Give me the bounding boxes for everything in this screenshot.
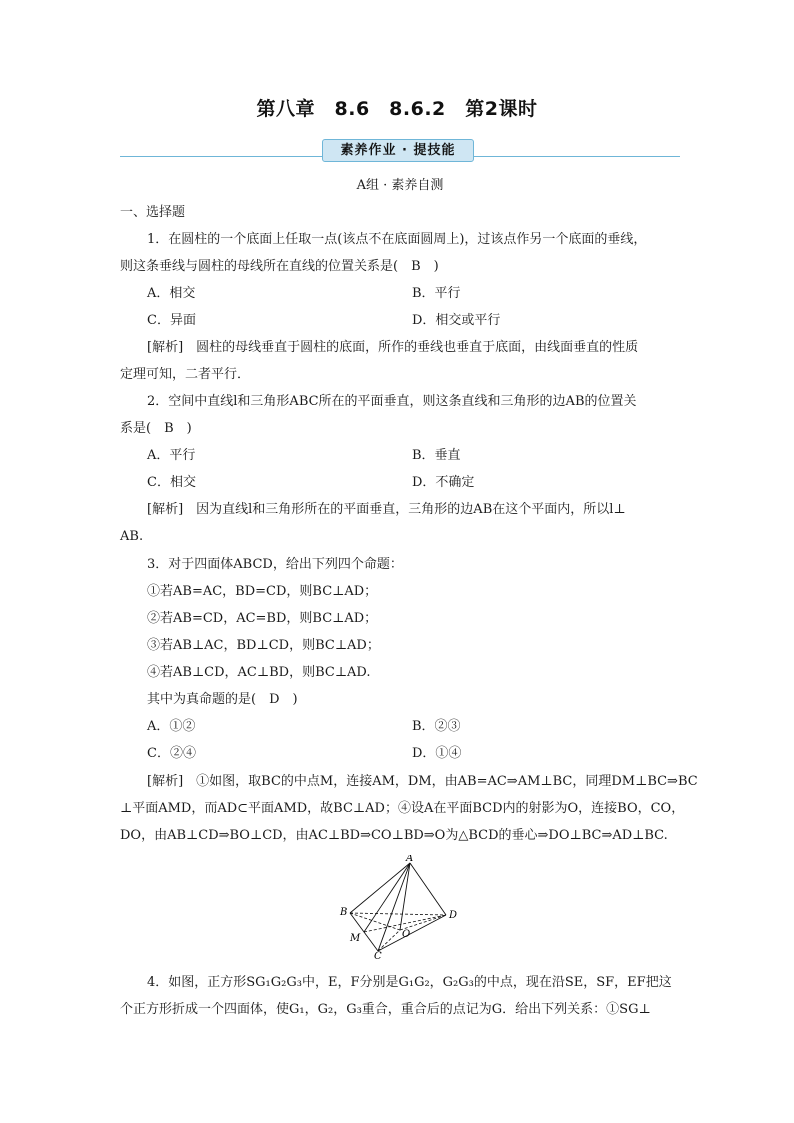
- point-label-m: M: [350, 933, 361, 944]
- tetrahedron-figure: [332, 855, 462, 960]
- point-label-o: O: [402, 929, 411, 940]
- part-heading: 一、选择题: [120, 205, 186, 220]
- q1-stem-line1: 1．在圆柱的一个底面上任取一点(该点不在底面圆周上)，过该点作另一个底面的垂线，: [147, 232, 647, 247]
- q2-option-d: D．不确定: [412, 475, 475, 490]
- q2-option-b: B．垂直: [412, 448, 461, 463]
- q3-question: 其中为真命题的是( D ): [147, 692, 298, 707]
- q4-stem-line2: 个正方形折成一个四面体，使G₁，G₂，G₃重合，重合后的点记为G．给出下列关系：①SG⊥: [120, 1002, 651, 1017]
- q1-solution-line2: 定理可知，二者平行．: [120, 367, 251, 382]
- q3-proposition-3: ③若AB⊥AC，BD⊥CD，则BC⊥AD；: [147, 638, 380, 653]
- q3-solution-line3: DO，由AB⊥CD⇒BO⊥CD，由AC⊥BD⇒CO⊥BD⇒O为△BCD的垂心⇒DO⊥BC⇒AD⊥BC.: [120, 828, 668, 843]
- q2-solution-line1: [解析] 因为直线l和三角形所在的平面垂直，三角形的边AB在这个平面内，所以l⊥: [147, 502, 626, 517]
- q1-option-b: B．平行: [412, 286, 461, 301]
- q3-stem: 3．对于四面体ABCD，给出下列四个命题：: [147, 557, 403, 572]
- q3-proposition-4: ④若AB⊥CD，AC⊥BD，则BC⊥AD.: [147, 665, 371, 680]
- q1-option-d: D．相交或平行: [412, 313, 501, 328]
- q1-option-a: A．相交: [147, 286, 196, 301]
- vertex-label-b: B: [340, 907, 348, 918]
- group-heading: A组 · 素养自测: [356, 178, 444, 193]
- q3-option-d: D．①④: [412, 746, 462, 761]
- q2-solution-line2: AB.: [120, 529, 144, 544]
- q2-stem-line1: 2．空间中直线l和三角形ABC所在的平面垂直，则这条直线和三角形的边AB的位置关: [147, 394, 637, 409]
- q4-stem-line1: 4．如图，正方形SG₁G₂G₃中，E，F分别是G₁G₂，G₂G₃的中点，现在沿SE，SF，EF把这: [147, 975, 672, 990]
- q2-option-c: C．相交: [147, 475, 196, 490]
- q2-stem-line2: 系是( B ): [120, 421, 192, 436]
- chapter-title: 第八章 8.6 8.6.2 第2课时: [256, 98, 538, 120]
- q1-stem-line2: 则这条垂线与圆柱的母线所在直线的位置关系是( B ): [120, 259, 439, 274]
- vertex-label-d: D: [449, 910, 458, 921]
- q3-option-c: C．②④: [147, 746, 196, 761]
- q1-solution-line1: [解析] 圆柱的母线垂直于圆柱的底面，所作的垂线也垂直于底面，由线面垂直的性质: [147, 340, 639, 355]
- q1-option-c: C．异面: [147, 313, 196, 328]
- q3-option-a: A．①②: [147, 719, 196, 734]
- q3-solution-line1: [解析] ①如图，取BC的中点M，连接AM，DM，由AB=AC⇒AM⊥BC，同理DM⊥BC⇒BC: [147, 774, 698, 789]
- vertex-label-a: A: [406, 855, 414, 864]
- vertex-label-c: C: [374, 951, 382, 960]
- q2-option-a: A．平行: [147, 448, 196, 463]
- q3-proposition-2: ②若AB=CD，AC=BD，则BC⊥AD；: [147, 611, 378, 626]
- q3-solution-line2: ⊥平面AMD，而AD⊂平面AMD，故BC⊥AD；④设A在平面BCD内的射影为O，连接BO，CO，: [120, 801, 685, 816]
- section-banner: 素养作业 · 提技能: [322, 139, 474, 162]
- q3-option-b: B．②③: [412, 719, 461, 734]
- q3-proposition-1: ①若AB=AC，BD=CD，则BC⊥AD；: [147, 584, 378, 599]
